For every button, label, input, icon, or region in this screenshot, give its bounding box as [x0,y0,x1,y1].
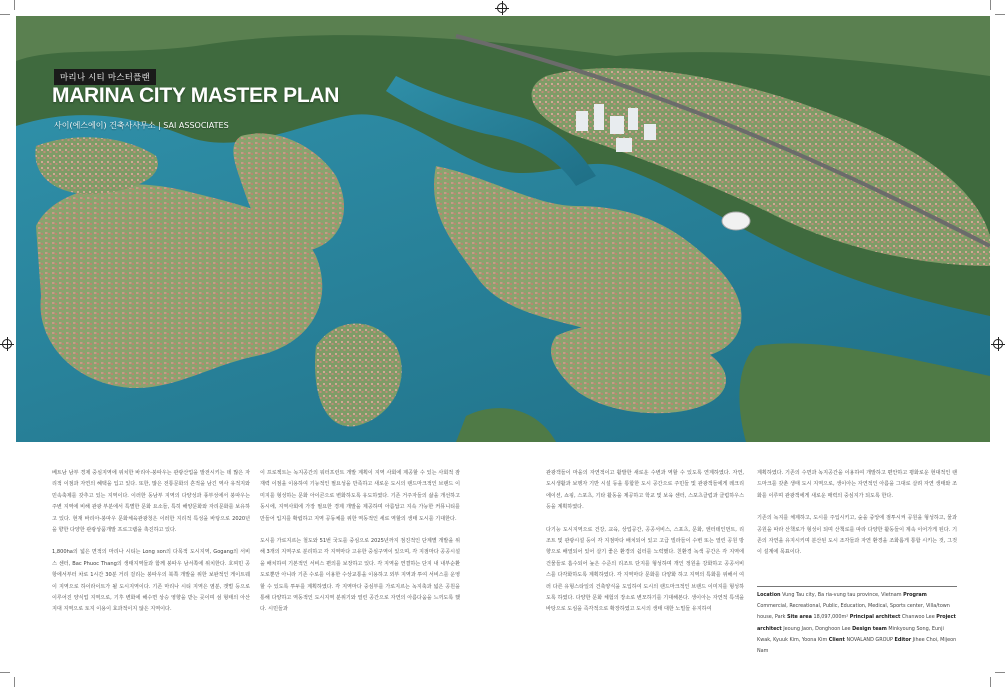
text-column-2 [260,468,460,627]
crop-mark [14,677,15,687]
credit-value: Chanwoo Lee [901,614,935,621]
credit-label: Site area [787,614,812,621]
paragraph: 다기능 도시지역으로 건강, 교육, 상업공간, 공공서비스, 스포츠, 문화, 엔터테인먼트, 리조트 및 관광시설 등이 각 지점마다 배치되어 있고 고급 빌라들이 수변 또는 열린 공원 방향으로 배열되어 있어 살기 좋은 환경의 쉼터를 노력했다. 친환경 녹색 공간은 각 지역에 건물들로 흡수되어 높은 수준의 리조트 단지를 형성하며 개인 정원을 강화하고 공공서비스를 다각화하도록 계획하였다. 각 지역마다 문화를 다양화 하고 지역의 특화를 위해서 여러 다른 유형스타일의 건축양식을 도입하여 도시의 랜드마크적인 브랜드 이미지를 형성하도록 하였다. 다양한 문화 체험의 장소로 변모하기를 기대해본다. 생이아는 자연적 특색을 바탕으로 도심을 즉각적으로 확장하였고 도시의 생태 대한 노밀들 유지하여 [546,526,744,613]
text-column-4 [757,468,957,570]
crop-mark [990,677,991,687]
credit-label: Program [903,592,927,598]
article-byline: 사이(에스에이) 건축사사무소 | SAI ASSOCIATES [54,121,229,130]
crop-mark [0,672,10,673]
credit-value: Jeoung Jaon, Donghoon Lee [783,625,851,632]
credit-label: Client [828,636,845,643]
paragraph: 기존의 녹지를 체제하고, 도시를 주입시키고, 숲을 중앙에 점투시켜 공원을 형성하고, 물과 공원을 따라 산책로가 형성이 되며 산책로를 따라 다양한 활동들이 계속 이어가게 된다. 기존의 자연을 유지시키며 분산된 도시 조각들과 자연 환경을 조화롭게 통합 시키는 것, 그것이 설계에 목표이다. [757,515,957,556]
registration-mark-left [2,339,12,349]
credit-label: Project architect [757,614,956,632]
crop-mark [0,14,10,15]
credit-label: Design team [852,625,887,632]
paragraph: 이 프로젝트는 녹지공간의 워터프런트 개발 계획이 지역 사회에 제공할 수 있는 사회적 잠재력 이점을 이용하여 기능적인 필요성을 만족하고 새로운 도시의 랜드마크적인 브랜드 이미지를 형성하는 문화 아이콘으로 변화하도록 유도하였다. 기존 거주자들의 삶을 개선하고 동시에, 지역사회에 가장 필요한 경제 개발을 제공하며 아름답고 지속 가능한 커뮤니티를 만들어 입지를 확립하고 지역 공동체를 위한 역동적인 세로 역할의 생태 도시를 기대한다. [260,470,460,522]
stadium [722,212,750,230]
article-title: MARINA CITY MASTER PLAN [52,84,340,107]
paragraph: 계획하였다. 기존의 수면과 녹지공간을 이용하여 개발하고 편안하고 평화로운 현대적인 랜드마크를 갖춘 생태 도시 지역으로, 생이아는 자연적인 아름을 그대로 살려 자연 생태와 조화를 이루며 관광객에게 새로운 매력의 중심지가 되도록 한다. [757,470,957,499]
text-column-1 [52,468,250,627]
text-column-3 [546,468,744,627]
aerial-render [16,16,990,442]
crop-mark [995,14,1005,15]
credit-value: Vung Tau city, Ba ria-vung tau province, Vietnam [782,592,902,598]
crop-mark [995,672,1005,673]
credit-value: 18,097,000m² [813,614,849,621]
paragraph: 관광객들이 마을의 자연적이고 활발한 새로운 수변과 역할 수 있도록 연계하였다. 자연, 도시생활과 보행자 기반 시설 등을 통합한 도시 공간으로 주민들 및 관광객들에게 레크리에이션, 쇼핑, 스포츠, 기타 활동을 제공하고 학교 및 보육 센터, 스포츠클럽과 클럽하우스 등을 계획하였다. [546,470,744,511]
aerial-masterplan-image [16,16,990,442]
credit-label: Editor [894,636,912,643]
credit-value: NOVALAND GROUP [846,636,893,643]
paragraph: 베트남 남부 경제 중심지역에 위치한 바리아-붕따우는 관광산업을 발전시키는 데 많은 자리적 이점과 자연의 혜택을 입고 있다. 또한, 많은 전통문화의 흔적을 남긴 역사 유적지와 민속축제를 갖추고 있는 지역이다. 이러한 동남부 지역의 다양성과 풍부성에서 붕따우는 주변 지역에 비해 관광 부분에서 특별한 문화 요소들, 특히 해양문화와 자리문화를 보유하고 있다. 현재 바리아-붕따우 문화체육관광청은 이러한 지리적 특성을 바탕으로 2020년을 향한 다양한 관광상품개발 프로그램을 촉진하고 있다. [52,470,250,534]
credit-label: Principal architect [849,614,901,621]
credit-value: Minkyoung Song, Eunji Kwak, Kyuuk Kim, Yoona Kim [757,625,944,643]
registration-mark-right [993,339,1003,349]
crop-mark [990,0,991,10]
crop-mark [14,0,15,10]
credit-label: Location [757,592,781,598]
credit-value: Commercial, Recreational, Public, Education, Medical, Sports center, Villa/town house, Park [757,603,950,621]
registration-mark-top [497,3,507,13]
section-label: 마리나 시티 마스터플랜 [54,69,156,85]
paragraph: 도시를 가로지르는 철도와 51번 국도를 중심으로 2025년까지 점진적인 단계별 개발을 위해 3개의 지역구로 분리하고 각 지역마다 고유한 중심구역이 있으며, 각 지점마다 공공시설을 배치하여 기본적인 서비스 편의를 보장하고 있다. 각 지역을 연결하는 단지 내 내부순환도로뿐만 아니라 기존 수로를 이용한 수상교통을 이용하고 외부 지역과 투여 서비스를 운영할 수 있도록 투두를 계획하였다. 각 지역마다 중심부를 가로지르는 녹지축과 넓은 공원을 통해 다양하고 역동적인 도시지역 분위기와 열린 공간으로 자연의 아름다움을 느끼도록 했다. 시민들과 [260,538,460,613]
project-credits [757,586,957,657]
paragraph: 1,800ha의 넓은 면적의 마리나 시티는 Long son의 다목적 도시지역, Gogang의 서비스 센터, Bac Phuoc Thang의 생태지역들과 함께 붕따우 남서쪽에 위치한다. 호찌민 공항에서부터 차로 1시간 30분 거리 걸리는 붕따우의 북쪽 개발을 위한 보완적인 게이트웨이 지역으로 하이라이트가 될 도시지역이다. 기존 마리나 시티 지역은 염분, 갯벌 등으로 이루어진 양식업 지역으로, 기후 변화에 해수면 상승 영향을 받는 곳이며 섬 형태의 아산지대 지역으로 토지 이용이 효과적이지 않은 지역이다. [52,549,250,613]
credit-value: Jihee Choi, Mijeon Nam [757,636,957,655]
